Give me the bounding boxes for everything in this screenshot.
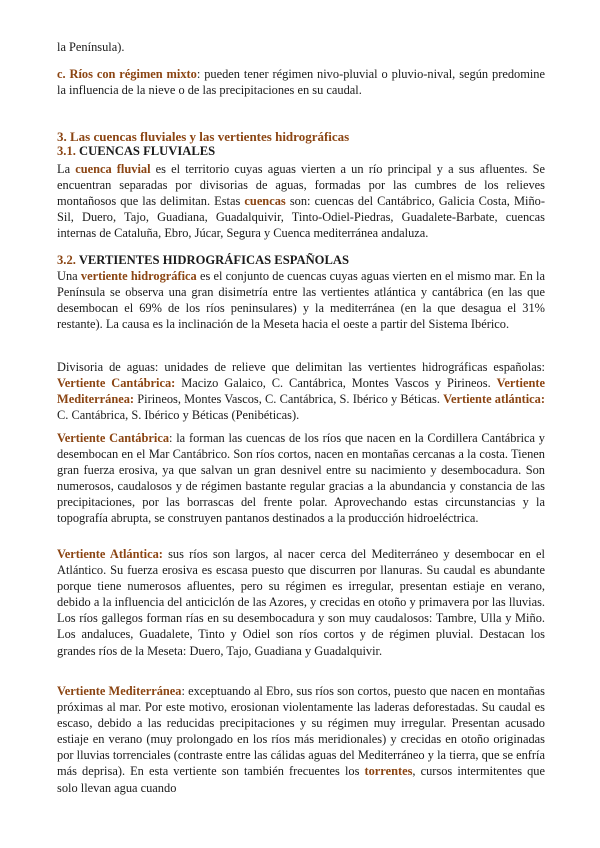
cuencas-title: CUENCAS FLUVIALES [79, 144, 216, 158]
term-cuencas: cuencas [244, 194, 286, 209]
mediterranea-text-a: : exceptuando al Ebro, sus ríos son cortos, puesto que nacen en montañas próximas al mar. Por este motivo, erosionan violentamente las laderas deforestadas. Su caudal es escaso, debido a las reducidas precipitaciones y su régimen muy irregular. Presentan acusado estiaje en verano (muy prolongado en los ríos más meridionales) y crecidas en otoño originadas por lluvias torrenciales (contraste entre las cálidas aguas del Mediterráneo y la tierra, que se enfría más deprisa). En esta vertiente son también frecuentes los [57, 684, 545, 779]
atlantica-text: sus ríos son largos, al nacer cerca del Mediterráneo y desembocar en el Atlántico. Su fuerza erosiva es escasa puesto que discurren por llanuras. Su caudal es abundante porque tiene numerosos afluentes, pero su régimen es irregular, presentan estiaje en verano, debido a la influencia del anticiclón de las Azores, y crecidas en otoño y primavera por las lluvias. Los ríos gallegos forman rías en su desembocadura y son muy caudalosos: Tambre, Ulla y Miño. Los andaluces, Guadalete, Tinto y Odiel son ríos cortos y de régimen pluvial. Destacan los grandes ríos de la Meseta: Duero, Tajo, Guadiana y Guadalquivir. [57, 547, 545, 658]
mixto-paragraph [57, 66, 545, 98]
term-cuenca-fluvial: cuenca fluvial [75, 162, 151, 176]
cuencas-heading [57, 144, 215, 159]
term-vertiente-mediterranea: Vertiente Mediterránea: [57, 376, 545, 407]
term-vertiente-atlantica: Vertiente atlántica: [443, 392, 546, 407]
vertientes-title: VERTIENTES HIDROGRÁFICAS ESPAÑOLAS [78, 253, 349, 267]
vertientes-heading [57, 253, 349, 268]
atlantica-term: Vertiente Atlántica: [57, 547, 163, 561]
divisoria-paragraph [57, 359, 545, 423]
mixto-text: : pueden tener régimen nivo-pluvial o pluvio-nival, según predomine la influencia de la nieve o de las precipitaciones en su caudal. [57, 67, 545, 98]
cantabrica-text: : la forman las cuencas de los ríos que nacen en la Cordillera Cantábrica y desembocan en el Mar Cantábrico. Son ríos cortos, nacen en montañas cercanas a la costa. Tienen gran fuerza erosiva, ya que salvan un gran desnivel entre su nacimiento y desembocadura. Son numerosos, caudalosos y de régimen bastante regular gracias a la abundancia y constancia de las precipitaciones, por las borrascas del frente polar. Aprovechando estas circunstancias y la topografía abrupta, se construyen pantanos destinados a la producción hidroeléctrica. [57, 431, 545, 526]
divisoria-text-b: Macizo Galaico, C. Cantábrica, Montes Vascos y Pirineos. [175, 376, 497, 391]
section-3-title: 3. Las cuencas fluviales y las vertientes hidrográficas [57, 129, 350, 144]
mediterranea-paragraph [57, 683, 545, 796]
divisoria-text-a: Divisoria de aguas: unidades de relieve que delimitan las vertientes hidrográficas españolas: [57, 360, 545, 374]
term-vertiente-hidrografica: vertiente hidrográfica [80, 269, 197, 283]
intro-tail [57, 39, 545, 55]
cuencas-paragraph [57, 161, 545, 241]
cantabrica-term: Vertiente Cantábrica [57, 431, 170, 445]
vertientes-number: 3.2. [57, 253, 76, 267]
mediterranea-text-b: , cursos intermitentes que solo llevan agua cuando [57, 764, 545, 795]
cuencas-text-b: es el territorio cuyas aguas vierten a un río principal y a sus afluentes. Se encuentran separadas por divisorias de aguas, formadas por las cumbres de los relieves montañosos que las delimitan. Estas [57, 162, 546, 209]
cuencas-text-a: La [57, 162, 76, 176]
intro-tail-text: la Península). [57, 40, 125, 54]
cuencas-number: 3.1. [57, 144, 76, 158]
vertiente-def-a: Una [57, 269, 81, 283]
cuencas-text-c: son: cuencas del Cantábrico, Galicia Costa, Miño-Sil, Duero, Tajo, Guadiana, Guadalquivir, Tinto-Odiel-Piedras, Guadalete-Barbate, cuencas internas de Cataluña, Ebro, Júcar, Segura y Cuenca mediterránea andaluza. [57, 194, 545, 241]
divisoria-text-c: Pirineos, Montes Vascos, C. Cantábrica, S. Ibérico y Béticas. [134, 392, 444, 407]
vertiente-definition [57, 268, 545, 332]
vertiente-def-b: es el conjunto de cuencas cuyas aguas vierten en el mismo mar. En la Península se observa una gran disimetría entre las vertientes atlántica y cantábrica (en las que desembocan el 69% de los ríos peninsulares) y la mediterránea (en la que desagua el 31% restante). La causa es la inclinación de la Meseta hacia el oeste a partir del Sistema Ibérico. [57, 269, 545, 332]
term-torrentes: torrentes [364, 764, 413, 779]
mediterranea-term: Vertiente Mediterránea [57, 684, 182, 698]
divisoria-text-d: C. Cantábrica, S. Ibérico y Béticas (Penibéticas). [57, 408, 300, 423]
term-vertiente-cantabrica: Vertiente Cantábrica: [57, 376, 176, 391]
cantabrica-paragraph [57, 430, 545, 527]
mixto-label: c. Ríos con régimen mixto [57, 67, 197, 81]
atlantica-paragraph [57, 546, 545, 659]
